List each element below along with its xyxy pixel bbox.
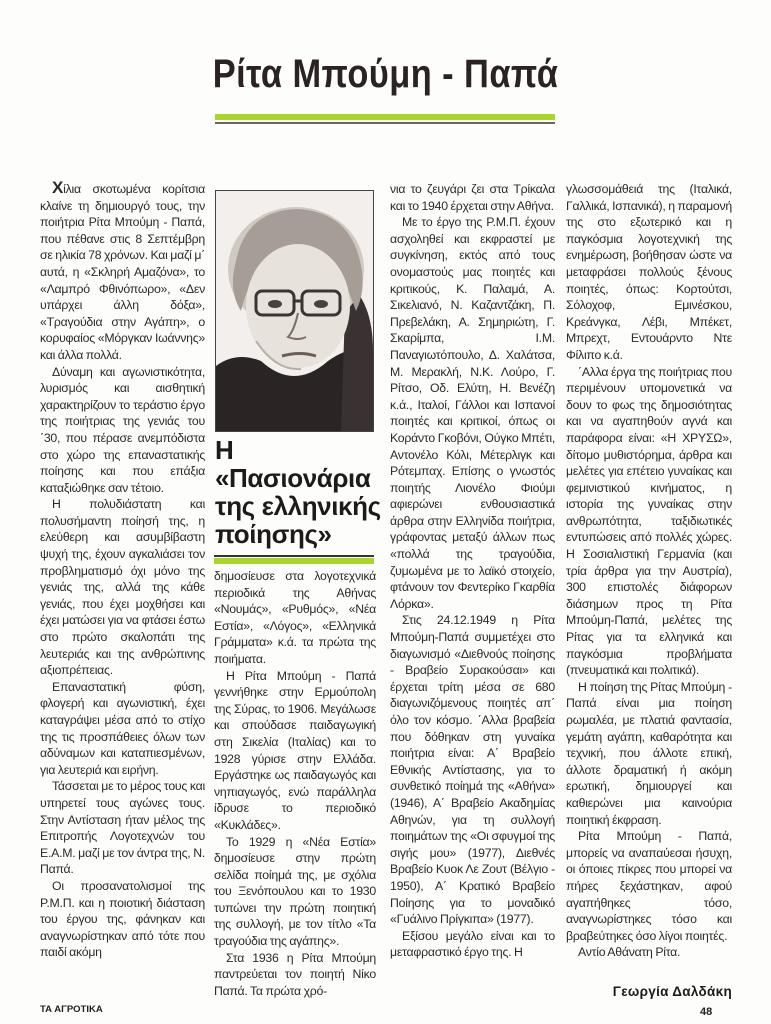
subhead-rule-green: [214, 558, 374, 564]
paragraph: νια το ζευγάρι ζει στα Τρίκαλα και το 1940 έρχεται στην Αθήνα.: [390, 182, 555, 213]
subhead-rule-gray: [214, 555, 374, 557]
drop-cap: Χ: [52, 178, 64, 197]
paragraph: Ρίτα Μπούμη - Παπά, μπορείς να αναπαύεσαι ήσυχη, οι όποιες πίκρες που μπορεί να πήρες ξεχάστηκαν, αφού αγαπήθηκες τόσο, αναγνωρίστηκες τόσο και βραβεύτηκες όσο λίγοι ποιητές.: [566, 829, 732, 943]
publication-name: ΤΑ ΑΓΡΟΤΙΚΑ: [40, 1004, 103, 1015]
paragraph: Η Ρίτα Μπούμη - Παπά γεννήθηκε στην Ερμούπολη της Σύρας, το 1906. Μεγάλωσε και σπούδασε παιδαγωγική στη Σικελία (Ιταλίας) και το 1928 γύρισε στην Ελλάδα. Εργάστηκε ως παιδαγωγός και νηπιαγωγός, ενώ παράλληλα ίδρυσε το περιοδικό «Κυκλάδες».: [214, 668, 376, 832]
paragraph: Το 1929 η «Νέα Εστία» δημοσίευσε στην πρώτη σελίδα ποίημά της, με σχόλια του Ξενόπουλου και το 1930 τυπώνει την πρώτη ποιητική της συλλογή, με τον τίτλο «Τα τραγούδια της αγάπης».: [214, 834, 376, 949]
author-signature: Γεωργία Δαλδάκη: [612, 984, 732, 999]
paragraph: Οι προσανατολισμοί της Ρ.Μ.Π. και η ποιοτική διάσταση του έργου της, φάνηκαν και αναγνωρίστηκαν από τότε που παιδί ακόμη: [40, 878, 205, 960]
paragraph: Με το έργο της Ρ.Μ.Π. έχουν ασχοληθεί και εκφραστεί με συγκίνηση, εκτός από τους ονομαστούς μας ποιητές και κριτικούς, Κ. Παλαμά, Α. Σικελιανό, Ν. Καζαντζάκη, Π. Πρεβελάκη, Α. Σημηριώτη, Γ. Σκαρίμπα, Ι.Μ. Παναγιωτόπουλο, Δ. Χαλάτσα, Μ. Μερακλή, Ν.Κ. Λούρο, Γ. Ρίτσο, Οδ. Ελύτη, Η. Βενέζη κ.ά., Ιταλοί, Γάλλοι και Ισπανοί ποιητές και κριτικοί, όπως οι Κοράντο Γκοβόνι, Ούγκο Μπέτι, Αντονέλο Κόλι, Μέτερλιγκ και Ρότεμπαχ. Επίσης ο γνωστός ποιητής Λιονέλο Φιούμι αφιερώνει ενθουσιαστικά άρθρα στην Ελληνίδα ποιήτρια, γράφοντας μεταξύ άλλων πως «πολλά της τραγούδια, ζυμωμένα με το λαϊκό στοιχείο, φτάνουν τον Φεντερίκο Γκαρθία Λόρκα».: [390, 215, 555, 611]
paragraph: Δύναμη και αγωνιστικότητα, λυρισμός και αισθητική χαρακτηρίζουν το τεράστιο έργο της ποιήτριας της γενιάς του ΄30, που πέρασε ανεμπόδιστα στο χώρο της επαναστατικής ποίησης και που επάξια καταξιώθηκε σαν τέτοιο.: [40, 364, 205, 495]
paragraph: Στις 24.12.1949 η Ρίτα Μπούμη-Παπά συμμετέχει στο διαγωνισμό «Διεθνούς ποίησης - Βραβείο Συρακούσαι» και έρχεται τρίτη μέσα σε 680 διαγωνιζόμενους ποιητές απ΄ όλο τον κόσμο. ΄Αλλα βραβεία που δόθηκαν στη γυναίκα ποιήτρια είναι: Α΄ Βραβείο Εθνικής Αντίστασης, για το συνθετικό ποίημά της «Αθήνα» (1946), Α΄ Βραβείο Ακαδημίας Αθηνών, για τη συλλογή ποιημάτων της «Οι σφυγμοί της σιγής μου» (1977), Διεθνές Βραβείο Κυοκ Λε Ζουτ (Βέλγιο - 1950), Α΄ Κρατικό Βραβείο Ποίησης για το μοναδικό «Γυάλινο Πρίγκιπα» (1977).: [390, 613, 555, 927]
article-title: Ρίτα Μπούμη - Παπά: [212, 52, 559, 96]
subheading: Η «Πασιονάρια της ελληνικής ποίησης»: [215, 435, 381, 549]
article-column-3: [390, 181, 555, 961]
page-number: 48: [700, 1006, 713, 1018]
paragraph: Στα 1936 η Ρίτα Μπούμη παντρεύεται τον ποιητή Νίκο Παπά. Τα πρώτα χρό-: [214, 950, 376, 998]
paragraph: Η πολυδιάστατη και πολυσήμαντη ποίησή της, η ελεύθερη και ασυμβίβαστη ψυχή της, έχουν αγκαλιάσει τον προβληματισμό όχι μόνο της γενιάς της, αλλά της κάθε γενιάς, που έχει μοχθήσει και έχει ματώσει για να φτάσει έστω στο πρώτο σκαλοπάτι της λευτεριάς και της ανθρώπινης αξιοπρέπειας.: [40, 497, 205, 678]
paragraph: δημοσίευσε στα λογοτεχνικά περιοδικά της Αθήνας «Νουμάς», «Ρυθμός», «Νέα Εστία», «Λόγος», «Ελληνικά Γράμματα» κ.ά. τα πρώτα της ποιήματα.: [214, 569, 376, 666]
paragraph: ΄Αλλα έργα της ποιήτριας που περιμένουν υπομονετικά να δουν το φως της δημοσιότητας και να αγαπηθούν αγνά και παράφορα είναι: «Η ΧΡΥΣΩ», δίτομο μυθιστόρημα, άρθρα και μελέτες για επέτειο γυναίκας και φεμινιστικού κινήματος, η ιστορία της γυναίκας στην ανθρωπότητα, ταξιδιωτικές εντυπώσεις από πολλές χώρες. Η Σοσιαλιστική Γερμανία (και τρία άρθρα για την Αυστρία), 300 επιστολές διάφορων διάσημων προς τη Ρίτα Μπούμη-Παπά, μελέτες της Ρίτας για τα ελληνικά και παγκόσμια προβλήματα (πνευματικά και πολιτικά).: [566, 364, 732, 678]
paragraph: Η ποίηση της Ρίτας Μπούμη - Παπά είναι μια ποίηση ρωμαλέα, με πλατιά φαντασία, γεμάτη αγάπη, καθαρότητα και τεχνική, που άλλοτε επική, άλλοτε δραματική ή ακόμη ερωτική, δημιουργεί και καθιερώνει μια καινούρια ποιητική έκφραση.: [566, 679, 732, 827]
paragraph: Εξίσου μεγάλο είναι και το μεταφραστικό έργο της. Η: [390, 928, 555, 960]
title-rule-gray: [215, 122, 555, 124]
portrait-photo: [215, 190, 374, 432]
paragraph: Αντίο Αθάνατη Ρίτα.: [578, 945, 681, 960]
paragraph-text: ίλια σκοτωμένα κορίτσια κλαίνε τη δημιουργό τους, την ποιήτρια Ρίτα Μπούμη - Παπά, που πέθανε στις 8 Σεπτέμβρη σε ηλικία 78 χρόνων. Και μαζί μ΄ αυτά, η «Σκληρή Αμαζόνα», το «Λαμπρό Φθινόπωρο», «Δεν υπάρχει άλλη δόξα», «Τραγούδια στην Αγάπη», ο κορυφαίος «Μόργκαν Ιωάννης» και άλλα πολλά.: [40, 182, 205, 362]
article-column-2: [214, 568, 376, 999]
article-column-4: [566, 181, 732, 961]
paragraph: Τάσσεται με το μέρος τους και υπηρετεί τους αγώνες τους. Στην Αντίσταση ήταν μέλος της Επιτροπής Λογοτεχνών του Ε.Α.Μ. μαζί με τον άντρα της, Ν. Παπά.: [40, 779, 205, 877]
paragraph: [40, 180, 205, 364]
article-column-1: [40, 180, 205, 961]
paragraph: γλωσσομάθειά της (Ιταλικά, Γαλλικά, Ισπανικά), η παραμονή της στο εξωτερικό και η παγκόσμια λογοτεχνική της ενημέρωση, βοήθησαν ώστε να μεταφράσει πολλούς ξένους ποιητές, όπως: Κορτούτσι, Σόλοχοφ, Εμινέσκου, Κρεάνγκα, Λέβι, Μπέκετ, Μπρεχτ, Εντουάρντο Ντε Φίλιπο κ.ά.: [566, 182, 732, 362]
portrait-image: [216, 191, 373, 431]
paragraph: Επαναστατική φύση, φλογερή και αγωνιστική, έχει καταγράψει μέσα από το στίχο της τις προσπάθειες όλων των αδύναμων και καταπιεσμένων, για λευτεριά και ειρήνη.: [40, 679, 205, 777]
title-rule-green: [215, 114, 555, 120]
